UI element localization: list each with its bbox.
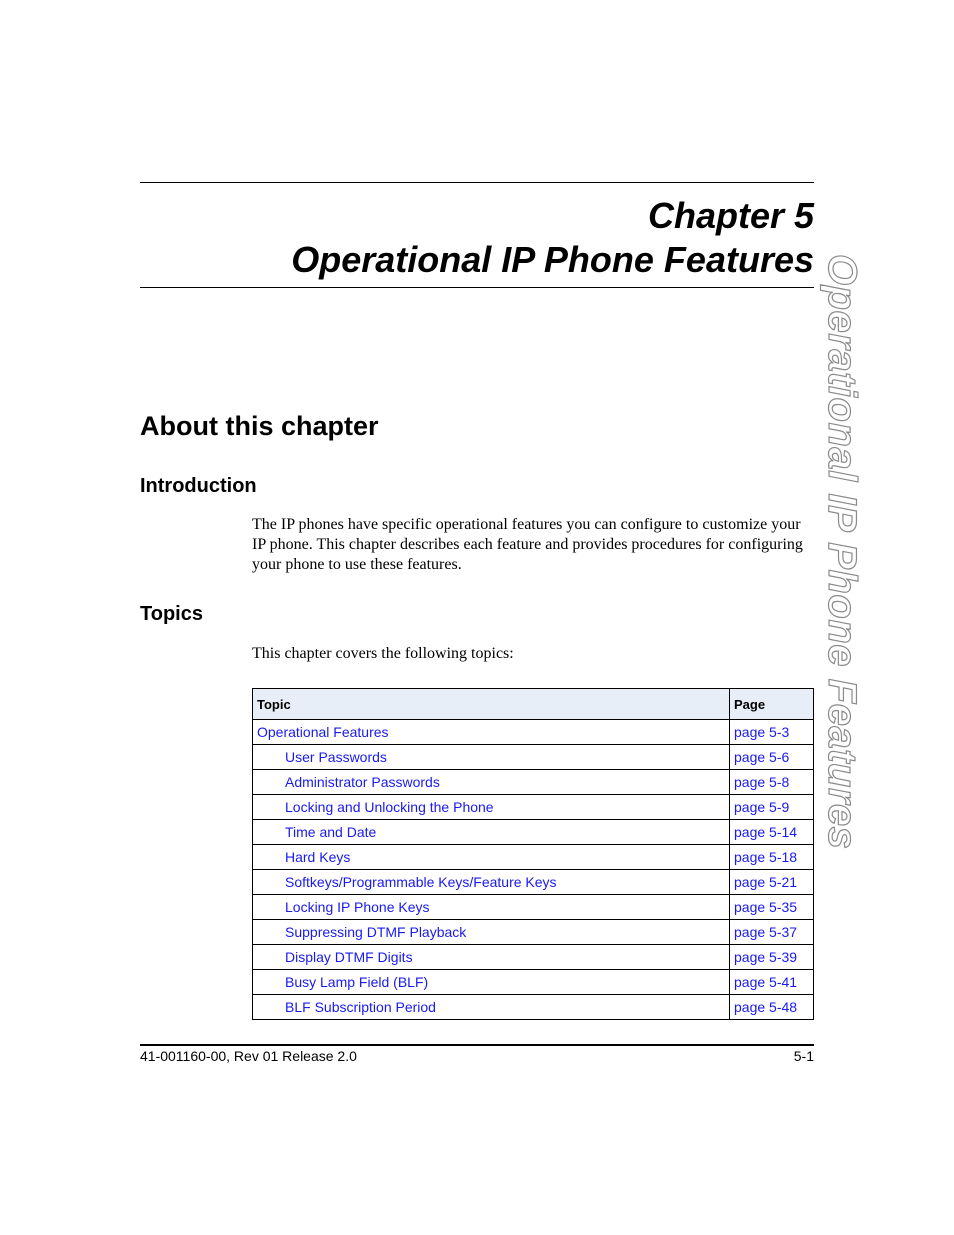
chapter-bottom-rule [140,287,814,288]
topic-link[interactable]: Administrator Passwords [285,774,440,790]
topic-link[interactable]: Display DTMF Digits [285,949,413,965]
table-body [253,720,814,1020]
page-link[interactable]: page 5-41 [734,974,798,990]
table-cell-topic [253,970,730,995]
table-cell-page [730,770,814,795]
table-cell-page [730,820,814,845]
page-link[interactable]: page 5-9 [734,799,790,815]
topics-table [252,688,814,1020]
page-link[interactable]: page 5-3 [734,724,790,740]
page-link[interactable]: page 5-37 [734,924,798,940]
table-cell-page [730,970,814,995]
table-row [253,720,814,745]
topic-link[interactable]: Suppressing DTMF Playback [285,924,467,940]
page-link[interactable]: page 5-8 [734,774,790,790]
table-row [253,820,814,845]
side-tab [812,254,872,850]
table-row [253,845,814,870]
table-row [253,945,814,970]
topic-link[interactable]: User Passwords [285,749,387,765]
table-cell-topic [253,795,730,820]
introduction-heading: Introduction [140,475,257,497]
topic-link[interactable]: Locking and Unlocking the Phone [285,799,494,815]
table-header-row [253,689,814,720]
chapter-top-rule [140,182,814,183]
page-link[interactable]: page 5-6 [734,749,790,765]
table-cell-topic [253,845,730,870]
table-header-topic: Topic [253,689,730,720]
topic-link[interactable]: Locking IP Phone Keys [285,899,430,915]
table-cell-page [730,745,814,770]
page-link[interactable]: page 5-21 [734,874,798,890]
topic-link[interactable]: Busy Lamp Field (BLF) [285,974,429,990]
table-cell-page [730,720,814,745]
table-cell-page [730,995,814,1020]
table-row [253,770,814,795]
table-row [253,795,814,820]
table-cell-topic [253,920,730,945]
table-cell-page [730,845,814,870]
table-cell-topic [253,770,730,795]
chapter-title: Operational IP Phone Features [291,239,814,280]
table-row [253,870,814,895]
page-link[interactable]: page 5-35 [734,899,798,915]
section-heading: About this chapter [140,411,379,441]
topic-link[interactable]: BLF Subscription Period [285,999,436,1015]
table-cell-page [730,870,814,895]
table-cell-topic [253,995,730,1020]
table-cell-page [730,795,814,820]
page-link[interactable]: page 5-39 [734,949,798,965]
topic-link[interactable]: Hard Keys [285,849,351,865]
table-cell-page [730,920,814,945]
table-row [253,970,814,995]
table-cell-topic [253,820,730,845]
page-link[interactable]: page 5-14 [734,824,798,840]
topics-heading: Topics [140,603,203,625]
footer-doc-id: 41-001160-00, Rev 01 Release 2.0 [140,1048,357,1064]
table-header-page: Page [730,689,814,720]
table-cell-topic [253,745,730,770]
table-cell-topic [253,870,730,895]
footer-page-number: 5-1 [793,1048,814,1064]
topic-link[interactable]: Softkeys/Programmable Keys/Feature Keys [285,874,557,890]
table-cell-topic [253,720,730,745]
table-row [253,745,814,770]
side-tab-text: Operational IP Phone Features [820,254,864,850]
page-link[interactable]: page 5-18 [734,849,798,865]
page-link[interactable]: page 5-48 [734,999,798,1015]
chapter-number: Chapter 5 [647,195,814,236]
table-row [253,920,814,945]
table-cell-page [730,945,814,970]
table-cell-topic [253,945,730,970]
table-cell-page [730,895,814,920]
topics-intro: This chapter covers the following topics: [252,645,514,662]
table-row [253,895,814,920]
footer-rule [140,1044,814,1046]
topic-link[interactable]: Operational Features [257,724,389,740]
table-cell-topic [253,895,730,920]
table-row [253,995,814,1020]
topic-link[interactable]: Time and Date [285,824,377,840]
introduction-paragraph: The IP phones have specific operational features you can configure to customize your IP phone. This chapter describes each feature and provides procedures for configuring your phone to use these features. [252,516,803,573]
